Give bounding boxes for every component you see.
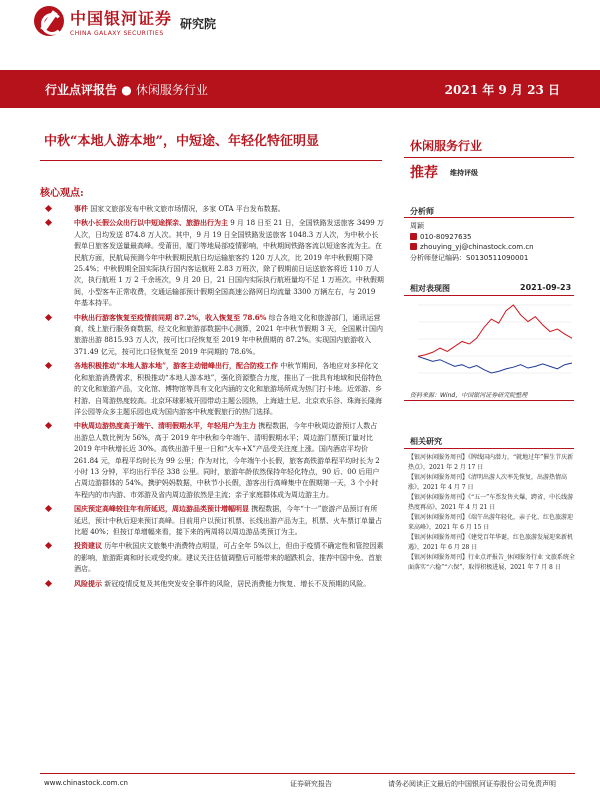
report-title: 中秋“本地人游本地”，中短途、年轻化特征明显 [44,134,319,149]
core-view-item [40,360,384,418]
chart-series-line-1 [418,305,572,356]
analyst-info [410,221,534,263]
core-view-lead: 国庆预定高峰较往年有所延迟，周边游品类预计增幅明显 [74,504,249,514]
core-view-lead: 中秋周边游热度高于端午、清明假期水平，年轻用户为主力 [74,421,256,431]
related-item[interactable]: 【银河休闲服务周刊】《清明出游人次率先恢复，出游热情高涨》，2021 年 4 月 7 日 [408,474,568,491]
analyst-email[interactable]: zhouying_yj@chinastock.com.cn [420,243,534,251]
core-view-item [40,503,384,538]
related-list [408,453,576,573]
banner-separator: ● [121,83,132,97]
core-views-list [40,203,384,592]
email-icon [410,243,417,250]
core-view-lead: 各地积极推动“本地人游本地”，游客主动错峰出行，配合防疫工作 [74,361,279,371]
core-view-lead: 风险提示 [74,578,102,588]
core-views-label: 核心观点: [40,188,84,199]
chart-bottom-divider [404,400,574,401]
relative-performance-chart [404,297,576,387]
banner-sector: 休闲服务行业 [135,83,208,97]
related-item[interactable]: 【银河休闲服务周刊】《牌线国内潜力，“就地过年”催生节庆新热点》，2021 年 2 月 17 日 [408,454,574,471]
bullet-icon [45,542,52,549]
core-view-item [40,420,384,501]
core-view-text: 中秋节期间，各地应对多样化文化和旅游消费需求，积极推动“本地人游本地”，强化资源整合力度，推出了一批具有地域和民俗特色的文化和旅游产品，文化馆、博物馆等具有文化内涵的文化和旅游场所成为热门打卡地。近郊游、乡村游、自驾游热度较高。北京环球影城开园带动主题公园热，上海迪士尼、北京欢乐谷、珠海长隆海洋公园等众多主题乐园也成为国内游客中秋度假旅行的热门选择。 [74,362,383,416]
related-label: 相关研究 [410,437,442,446]
core-view-text: 携程数据，今年“十一”旅游产品预订有所延迟，预计中秋后迎来预订高峰。目前用户以预订机票、长线出游产品为主，机票、火车票订单量占比超 40%；但按订单增幅来看，接下来的两周将以周边游品类预订为主。 [74,505,382,536]
bullet-icon [45,219,52,226]
core-view-item [40,217,384,309]
galaxy-logo-icon [34,6,64,36]
bullet-icon [45,205,52,212]
core-view-text: 历年中秋国庆文旅集中消费特点明显，可占全年 5%以上，但由于疫情不确定性和管控因素的影响，旅游距离和时长或受约束。建议关注估值调整后可能带来的超跌机会，推荐中国中免、首旅酒店。 [74,542,384,574]
related-divider [404,448,574,449]
sidebar-industry: 休闲服务行业 [410,139,483,153]
related-item[interactable]: 【银河休闲服务周刊】《建党百年华诞，红色旅游发展迎来新机遇》，2021 年 6 月 28 日 [408,534,574,551]
logo-name-en: CHINA GALAXY SECURITIES [70,29,164,37]
chart-divider [404,295,574,296]
rating: 推荐 [410,165,438,181]
bullet-icon [45,362,52,369]
bullet-icon [45,505,52,512]
analyst-phone: 010-80927635 [420,232,472,241]
core-view-text: 9 月 18 日至 21 日，全国铁路发送旅客 3499 万人次，日均发送 874.8 万人次。其中，9 月 19 日全国铁路发送旅客 1048.3 万人次，为中秋小长假单日旅客发送量最高峰。受莆田，厦门等地局部疫情影响，中秋期间铁路客流以短途客流为主。在民航方面，民航局预测今年中秋假期民航日均运输旅客约 120 万人次，比 2019 年中秋假期下降 25.4%；中秋假期全国实际执行国内客运航班 2.83 万班次，除了假期前日运送旅客将近 110 万人次，执行航班 1 万 2 千余班次，9 月 20 日，21 日国内实际执行航班量均不足 1 万班次。中秋假期间，小型客车正常收费，交通运输部预计假期全国高速公路网日均流量 3300 万辆左右，与 2019 年基本持平。 [74,219,384,308]
title-divider [40,160,382,161]
footer-url[interactable]: www.chinastock.com.cn [44,779,128,787]
related-item[interactable]: 【银河休闲服务周刊】行业点评报告_休闲服务行业 文旅系统全面落实“六稳”“六保”，取得积极进展，2021 年 7 月 8 日 [408,554,575,571]
chart-date: 2021-09-23 [520,283,572,292]
sidebar-divider [404,157,574,158]
core-view-lead: 中秋小长假公众出行以中短途探亲、旅游出行为主 [74,218,228,228]
banner-left [45,81,208,98]
bullet-icon [45,314,52,321]
analyst-divider [404,217,574,218]
report-banner [0,70,600,108]
core-view-item [40,203,384,215]
header-logo [34,4,216,38]
core-view-text: 综合各地文化和旅游部门，通讯运营商，线上旅行服务商数据，经文化和旅游部数据中心测算，2021 年中秋节假期 3 天，全国累计国内旅游出游 8815.93 万人次，按可比口径恢复至 2019 年中秋假期的 87.2%。实现国内旅游收入 371.49 亿元，按可比口径恢复至 2019 年同期的 78.6%。 [74,313,383,356]
core-view-text: 国家文旅部发布中秋文旅市场情况，多家 OTA 平台发布数据。 [88,205,285,213]
analyst-cert: 分析师登记编码：S0130511090001 [410,253,529,262]
footer-divider [40,773,575,774]
core-view-item [40,540,384,575]
analyst-name: 周颖 [410,222,424,230]
core-view-text: 携程数据，今年中秋周边游预订人数占出游总人数比例为 56%，高于 2019 年中秋和今年端午、清明假期水平；周边游门票预订量对比 2019 年中秋增长近 30%。高铁出游千里一日和“火车+X”产品受关注度上涨。国内酒店平均价 261.84 元，单程平均时长为 99 公里；作为对比，今年端午小长假，旅客高铁游单程平均时长为 2 小时 13 分钟，平均出行半径 338 公里。同时，旅游年龄依然保持年轻化特点，90 后、00 后用户占周边游群体的 54%。携驴妈妈数据，中秋节小长假，游客出行高峰集中在假期第一天，3 个小时车程内的市内游、市郊游及省内周边游依然是主流；亲子家庭群体成为周边游主力。 [74,422,380,499]
core-view-lead: 事件 [74,204,88,213]
core-view-item [40,312,384,359]
related-item[interactable]: 【银河休闲服务周刊】《“五一”车票发售火爆，跨省、中长线游热度再高》，2021 年 4 月 21 日 [408,494,574,511]
institute-name: 研究院 [180,16,217,31]
analyst-label: 分析师 [410,207,434,216]
core-view-lead: 投资建议 [74,541,102,551]
core-view-text: 新冠疫情反复及其他突发安全事件的风险，居民消费能力恢复、增长不及预期的风险。 [102,579,371,588]
footer-disclaimer: 请务必阅读正文最后的中国银河证券股份公司免责声明 [388,780,556,788]
report-date: 2021 年 9 月 23 日 [444,83,560,97]
related-item[interactable]: 【银河休闲服务周刊】《端午出游年轻化，亲子化、红色旅游迎来高峰》，2021 年 6 月 15 日 [408,514,574,531]
core-view-lead: 中秋出行游客恢复至疫情前同期 87.2%，收入恢复至 78.6% [74,312,267,322]
phone-icon [410,233,417,240]
report-type: 行业点评报告 [45,83,118,97]
chart-source: 资料来源：Wind，中国银河证券研究院整理 [410,392,528,399]
rating-sub: 维持评级 [450,169,478,177]
bullet-icon [45,580,52,587]
logo-name-cn: 中国银河证券 [70,8,173,28]
bullet-icon [45,422,52,429]
footer-label: 证券研究报告 [290,780,332,788]
chart-title: 相对表现图 [410,284,450,293]
chart-series-line-0 [418,356,572,373]
core-view-item [40,578,384,590]
